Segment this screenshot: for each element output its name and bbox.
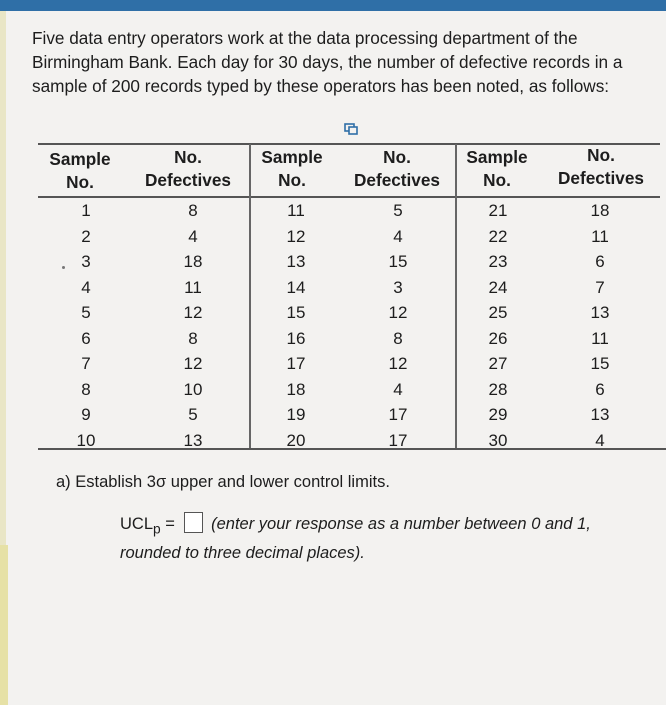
equals-sign: = — [165, 515, 175, 533]
table-cell: 7 — [595, 277, 605, 297]
column-header — [442, 146, 552, 192]
column-header-line1: No. — [383, 147, 411, 167]
table-cell: 13 — [183, 430, 203, 450]
table-cell: 22 — [488, 226, 508, 246]
table-cell: 12 — [183, 354, 203, 373]
ucl-label: UCL — [120, 515, 154, 533]
table-cell: 29 — [488, 405, 508, 424]
table-cell: 23 — [488, 252, 508, 271]
table-header-rule — [38, 196, 660, 198]
table-cell: 12 — [286, 226, 306, 246]
ucl-answer-input[interactable] — [184, 512, 203, 533]
table-cell: 12 — [183, 303, 203, 322]
table-cell: 16 — [286, 328, 306, 348]
table-cell: 12 — [388, 354, 408, 373]
ucl-subscript: p — [153, 521, 161, 537]
column-header — [546, 144, 656, 190]
table-cell: 8 — [188, 201, 198, 220]
table-cell: 8 — [81, 379, 91, 399]
table-cell: 28 — [488, 379, 508, 399]
table-cell: 13 — [590, 303, 610, 322]
table-cell: 20 — [286, 430, 306, 450]
table-cell: 4 — [393, 226, 403, 246]
table-cell: 15 — [388, 252, 408, 271]
column-header — [25, 148, 135, 194]
table-cell: 4 — [393, 379, 403, 399]
table-cell: 13 — [286, 252, 306, 271]
left-edge-highlight — [0, 545, 8, 705]
answer-instruction-cont: rounded to three decimal places). — [120, 544, 365, 563]
table-cell: 18 — [183, 252, 203, 271]
table-cell: 5 — [393, 201, 403, 220]
table-cell: 1 — [81, 201, 91, 220]
table-cell: 2 — [81, 226, 91, 246]
table-cell: 3 — [393, 277, 403, 297]
column-header-line2: No. — [66, 172, 94, 192]
table-cell: 11 — [591, 226, 609, 246]
column-header-line2: No. — [278, 170, 306, 190]
table-cell: 21 — [488, 201, 508, 220]
stray-mark — [62, 266, 65, 269]
column-header-line2: No. — [483, 170, 511, 190]
table-cell: 11 — [287, 201, 305, 220]
table-cell: 4 — [595, 430, 605, 450]
table-cell: 30 — [488, 430, 508, 450]
question-a: a) Establish 3σ upper and lower control limits. — [56, 473, 390, 491]
table-cell: 12 — [388, 303, 408, 322]
table-cell: 11 — [591, 328, 609, 348]
table-cell: 17 — [388, 430, 408, 450]
table-cell: 5 — [81, 303, 91, 322]
problem-statement: Five data entry operators work at the data processing department of the Birmingham Bank. Each day for 30 days, the number of defective records in a sample of 200 records typed by these operators has been noted, as follows: — [32, 28, 623, 96]
column-header-line2: Defectives — [558, 168, 644, 188]
table-cell: 14 — [286, 277, 306, 297]
column-header-line1: Sample — [261, 147, 323, 167]
table-cell: 17 — [286, 354, 306, 373]
table-cell: 15 — [286, 303, 306, 322]
table-cell: 7 — [81, 354, 91, 373]
table-cell: 10 — [183, 379, 203, 399]
table-cell: 13 — [590, 405, 610, 424]
column-header-line1: No. — [587, 145, 615, 165]
column-header-line2: Defectives — [145, 170, 231, 190]
answer-instruction: (enter your response as a number between 0 and 1, — [211, 515, 591, 533]
answer-line — [120, 512, 640, 566]
table-cell: 27 — [488, 354, 508, 373]
copy-icon[interactable] — [344, 123, 358, 135]
column-header-line1: No. — [174, 147, 202, 167]
table-cell: 25 — [488, 303, 508, 322]
column-header — [237, 146, 347, 192]
table-cell: 10 — [76, 430, 96, 450]
top-accent-bar — [0, 0, 666, 11]
table-cell: 24 — [488, 277, 508, 297]
column-header-line2: Defectives — [354, 170, 440, 190]
table-cell: 4 — [81, 277, 91, 297]
table-cell: 18 — [590, 201, 610, 220]
table-cell: 6 — [81, 328, 91, 348]
table-cell: 6 — [595, 379, 605, 399]
column-header-line1: Sample — [466, 147, 528, 167]
column-header — [133, 146, 243, 192]
table-cell: 26 — [488, 328, 508, 348]
column-header — [342, 146, 452, 192]
table-cell: 9 — [81, 405, 91, 424]
table-cell: 19 — [286, 405, 306, 424]
table-cell: 4 — [188, 226, 198, 246]
table-cell: 15 — [590, 354, 610, 373]
column-header-line1: Sample — [49, 149, 111, 169]
table-cell: 11 — [184, 277, 202, 297]
table-cell: 3 — [81, 252, 91, 271]
table-cell: 8 — [393, 328, 403, 348]
table-cell: 17 — [388, 405, 408, 424]
table-cell: 18 — [286, 379, 306, 399]
table-cell: 5 — [188, 405, 198, 424]
table-cell: 8 — [188, 328, 198, 348]
table-cell: 6 — [595, 252, 605, 271]
